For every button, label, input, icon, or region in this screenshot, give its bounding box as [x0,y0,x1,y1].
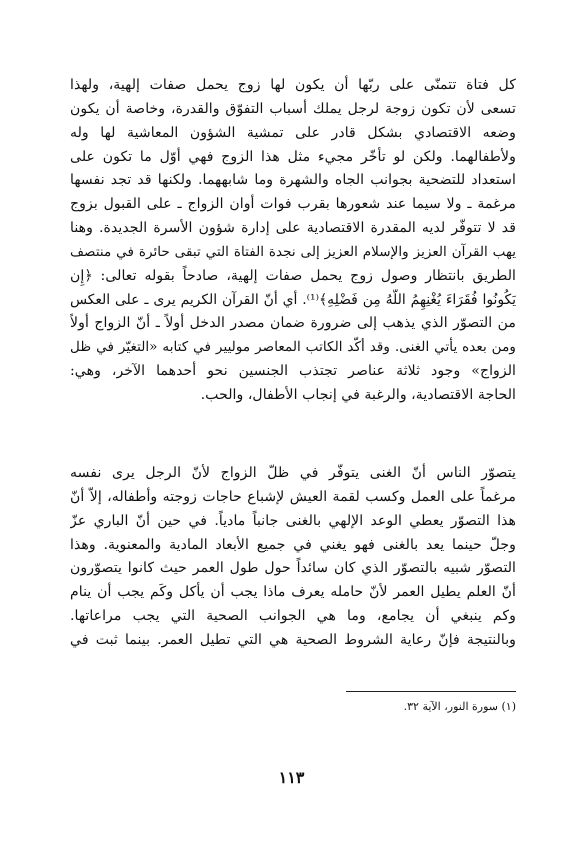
text-line: استعداد للتضحية بجوانب الجاه والشهرة وما شابههما. ولكنها قد تجد نفسها [70,172,516,189]
footnote: (١) سورة النور، الآية ٣٢. [403,700,516,713]
text-line: الطريق بانتظار وصول زوج يحمل صفات إلهية، صادحاً بقوله تعالى: ﴿إِن [70,267,516,284]
text-line: يَكُونُوا فُقَرَاءَ يُغْنِهِمُ اللَّهُ مِن فَضْلِهِ﴾⁽¹⁾. أي أنّ القرآن الكريم يرى ـ على العكس [70,291,516,308]
text-line: قد لا تتوفّر لديه المقدرة الاقتصادية على إدارة شؤون الأسرة الجديدة. وهنا [70,220,516,237]
text-line: ومن بعده يأتي الغنى. وقد أكّد الكاتب المعاصر موليير في كتابه «التغيّر في ظل [70,339,516,356]
text-line: وكم ينبغي أن يجامع، وما هي الجوانب الصحية التي يجب مراعاتها. [70,608,516,625]
text-line: يتصوّر الناس أنّ الغنى يتوفّر في ظلّ الزواج لأنّ الرجل يرى نفسه [70,465,516,481]
text-line: التصوّر شبيه بالتصوّر الذي كان سائداً حول طول العمر حيث كانوا يتصوّرون [70,560,516,577]
text-line: الزواج» وجود ثلاثة عناصر تجتذب الجنسين نحو أحدهما الآخر، وهي: [70,363,516,380]
text-line: وضعه الاقتصادي بشكل قادر على تمشية الشؤون المعاشية لها وله [70,124,516,141]
paragraph-2 [70,462,516,653]
footnote-divider [346,691,516,692]
text-line: أنّ العلم يطيل العمر لأنّ حامله يعرف ماذا يجب أن يأكل وكَم يجب أن ينام [70,584,516,601]
text-line: كل فتاة تتمنّى على ربّها أن يكون لها زوج يحمل صفات إلهية، ولهذا [70,77,516,93]
text-line: مرغمة ـ ولا سيما عند شعورها بقرب فوات أوان الزواج ـ على القبول بزوج [70,196,516,213]
text-line: وبالنتيجة فإنّ رعاية الشروط الصحية هي التي تطيل العمر. بينما ثبت في [70,631,516,648]
text-line: يهب القرآن العزيز والإسلام العزيز إلى نجدة الفتاة التي تبقى حائرة في منتصف [70,243,516,260]
text-line: تسعى لأن تكون زوجة لرجل يملك أسباب التفوّق والقدرة، وخاصة أن يكون [70,100,516,117]
text-line: هذا التصوّر يعطي الوعد الإلهي بالغنى جانباً مادياً. في حين أنّ الباري عزّ [70,512,516,529]
text-line: الحاجة الاقتصادية، والرغبة في إنجاب الأطفال، والحب. [200,386,516,403]
text-line: ولأطفالهما. ولكن لو تأخّر مجيء مثل هذا الزوج فهي أوّل ما تكون على [70,148,516,165]
text-line: وجلّ حينما يعد بالغنى فهو يغني في جميع الأبعاد المادية والمعنوية. وهذا [70,536,516,553]
page-number: ١١٣ [278,768,305,787]
text-line: من التصوّر الذي يذهب إلى ضرورة ضمان مصدر الدخل أولاً ـ أنّ الزواج أولاً [70,315,516,332]
paragraph-1 [70,74,516,408]
text-line: مرغماً على العمل وكسب لقمة العيش لإشباع حاجات زوجته وأطفاله، إلاّ أنّ [70,488,516,505]
